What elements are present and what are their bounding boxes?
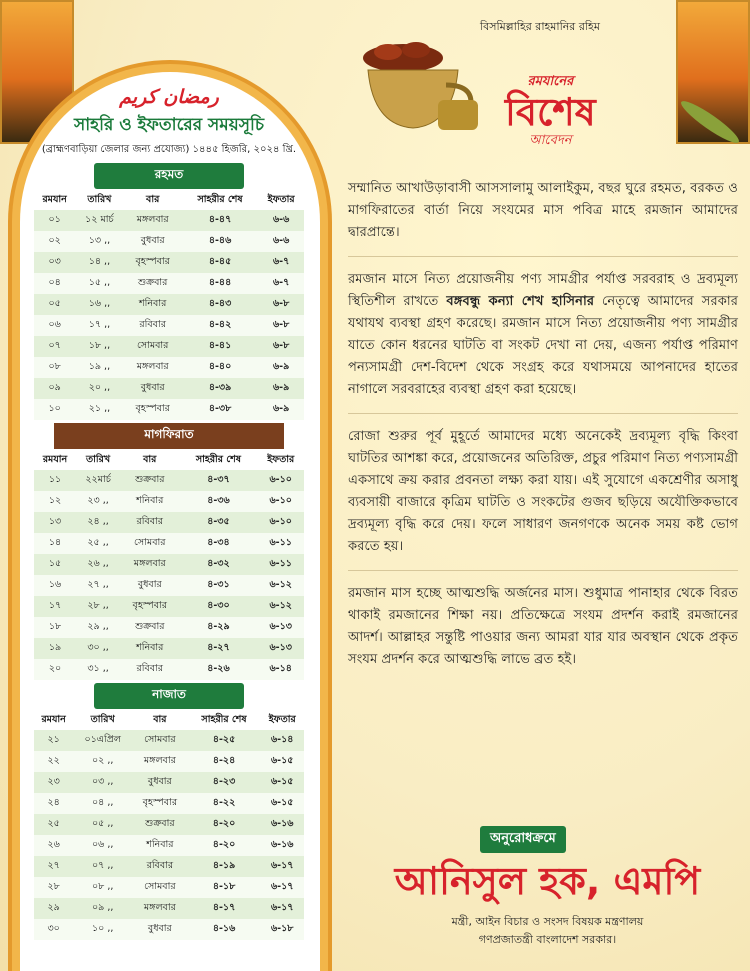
table-cell: ৬-১৮ bbox=[260, 919, 304, 940]
table-cell: রবিবার bbox=[120, 659, 179, 680]
table-cell: ২৭ ,, bbox=[76, 575, 120, 596]
table-cell: সোমবার bbox=[132, 877, 188, 898]
table-row bbox=[34, 315, 304, 336]
table-cell: ৬-৬ bbox=[258, 231, 304, 252]
table-cell: শুক্রবার bbox=[120, 470, 179, 491]
section-heading: নাজাত bbox=[94, 683, 244, 709]
table-cell: ১৪ bbox=[34, 533, 76, 554]
table-row bbox=[34, 659, 304, 680]
table-cell: ০৫ ,, bbox=[73, 814, 132, 835]
table-cell: ৬-৮ bbox=[258, 315, 304, 336]
table-cell: ২০ bbox=[34, 659, 76, 680]
schedule-subtitle: (ব্রাহ্মণবাড়িয়া জেলার জন্য প্রযোজ্য) ১৪৪৫ হিজরি, ২০২৪ খ্রি. bbox=[41, 144, 297, 155]
table-cell: বৃহস্পবার bbox=[132, 793, 188, 814]
table-cell: ৬-১২ bbox=[257, 575, 304, 596]
column-header: বার bbox=[143, 454, 157, 465]
table-cell: ০১এপ্রিল bbox=[73, 730, 132, 751]
table-cell: শনিবার bbox=[132, 835, 188, 856]
table-cell: সোমবার bbox=[124, 336, 182, 357]
table-cell: ০৭ bbox=[34, 336, 75, 357]
table-cell: ৬-১১ bbox=[257, 533, 304, 554]
table-row bbox=[34, 638, 304, 659]
table-cell: ২৩ ,, bbox=[76, 491, 120, 512]
table-cell: ৬-১৫ bbox=[260, 772, 304, 793]
table-row bbox=[34, 575, 304, 596]
table-cell: ৪-২৩ bbox=[188, 772, 261, 793]
table-cell: ৪-২৪ bbox=[188, 751, 261, 772]
table-row bbox=[34, 399, 304, 420]
table-cell: ৬-১০ bbox=[257, 470, 304, 491]
table-cell: ১৯ ,, bbox=[75, 357, 123, 378]
logo-line-2: বিশেষ bbox=[505, 90, 596, 134]
table-cell: ৪-৩৪ bbox=[179, 533, 257, 554]
table-cell: ৬-৬ bbox=[258, 210, 304, 231]
table-cell: ০৪ ,, bbox=[73, 793, 132, 814]
table-cell: ৪-৪২ bbox=[182, 315, 258, 336]
table-cell: ৬-৮ bbox=[258, 294, 304, 315]
table-cell: ৬-১৭ bbox=[260, 856, 304, 877]
table-cell: ২৯ bbox=[34, 898, 73, 919]
table-row bbox=[34, 491, 304, 512]
table-cell: ৬-৭ bbox=[258, 252, 304, 273]
column-header: তারিখ bbox=[87, 194, 112, 205]
table-cell: ৬-৭ bbox=[258, 273, 304, 294]
schedule-table bbox=[34, 191, 304, 420]
table-cell: ৬-৯ bbox=[258, 378, 304, 399]
table-cell: ২৫ bbox=[34, 814, 73, 835]
table-cell: ৪-৪৬ bbox=[182, 231, 258, 252]
letter-paragraph bbox=[348, 269, 738, 401]
table-row bbox=[34, 856, 304, 877]
table-cell: ৩১ ,, bbox=[76, 659, 120, 680]
table-row bbox=[34, 835, 304, 856]
table-cell: ৬-১২ bbox=[257, 596, 304, 617]
table-cell: ০৬ bbox=[34, 315, 75, 336]
table-cell: মঙ্গলবার bbox=[124, 357, 182, 378]
table-cell: শনিবার bbox=[124, 294, 182, 315]
table-cell: ০৯ bbox=[34, 378, 75, 399]
table-cell: ৪-২৭ bbox=[179, 638, 257, 659]
table-cell: বৃহস্পবার bbox=[124, 399, 182, 420]
letter-emphasis: বঙ্গবন্ধু কন্যা শেখ হাসিনার bbox=[446, 294, 595, 309]
table-row bbox=[34, 730, 304, 751]
table-row bbox=[34, 919, 304, 940]
table-cell: ২১ bbox=[34, 730, 73, 751]
table-row bbox=[34, 617, 304, 638]
table-cell: ০৩ bbox=[34, 252, 75, 273]
table-cell: ৬-১৩ bbox=[257, 617, 304, 638]
table-row bbox=[34, 252, 304, 273]
table-cell: ১৬ bbox=[34, 575, 76, 596]
table-cell: শনিবার bbox=[120, 638, 179, 659]
table-row bbox=[34, 814, 304, 835]
special-appeal-logo bbox=[505, 72, 596, 152]
table-cell: ৬-৯ bbox=[258, 399, 304, 420]
table-cell: ৪-৩৯ bbox=[182, 378, 258, 399]
column-header: রমযান bbox=[41, 714, 66, 725]
table-cell: ২৬ bbox=[34, 835, 73, 856]
table-cell: ১০ bbox=[34, 399, 75, 420]
letter-paragraph: রমজান মাস হচ্ছে আত্মশুদ্ধি অর্জনের মাস। শুধুমাত্র পানাহার থেকে বিরত থাকাই রমজানের শিক্ষা নয়। প্রতিক্ষেত্রে সংযম প্রদর্শন করাই রমজানের আদর্শ। আল্লাহর সন্তুষ্টি পাওয়ার জন্য আমরা যার যার অবস্থান থেকে প্রকৃত সংযম প্রদর্শন করে আত্মশুদ্ধি লাভে ব্রত হই। bbox=[348, 586, 738, 667]
table-cell: ২১ ,, bbox=[75, 399, 123, 420]
table-cell: শুক্রবার bbox=[132, 814, 188, 835]
logo-line-3: আবেদন bbox=[529, 133, 572, 148]
table-cell: রবিবার bbox=[124, 315, 182, 336]
schedule-title: সাহরি ও ইফতারের সময়সূচি bbox=[73, 115, 264, 135]
table-cell: ০১ bbox=[34, 210, 75, 231]
table-cell: মঙ্গলবার bbox=[124, 210, 182, 231]
table-cell: ১২ মার্চ bbox=[75, 210, 123, 231]
table-cell: ১১ bbox=[34, 470, 76, 491]
table-cell: ০৬ ,, bbox=[73, 835, 132, 856]
column-header: বার bbox=[153, 714, 167, 725]
table-cell: বৃহস্পবার bbox=[124, 252, 182, 273]
table-row bbox=[34, 596, 304, 617]
table-cell: ১৭ bbox=[34, 596, 76, 617]
column-header: ইফতার bbox=[267, 454, 295, 465]
table-cell: ১৫ bbox=[34, 554, 76, 575]
table-cell: ২০ ,, bbox=[75, 378, 123, 399]
table-row bbox=[34, 357, 304, 378]
table-cell: ৪-৪৩ bbox=[182, 294, 258, 315]
table-cell: বুধবার bbox=[132, 919, 188, 940]
column-header: বার bbox=[146, 194, 160, 205]
table-cell: ৪-২২ bbox=[188, 793, 261, 814]
column-header: সাহরীর শেষ bbox=[201, 714, 247, 725]
table-cell: ০২ bbox=[34, 231, 75, 252]
schedule-table bbox=[34, 451, 304, 680]
divider bbox=[348, 256, 738, 257]
column-header: সাহরীর শেষ bbox=[195, 454, 242, 465]
letter-paragraph: সম্মানিত আখাউড়াবাসী আসসালামু আলাইকুম, বছর ঘুরে রহমত, বরকত ও মাগফিরাতের বার্তা নিয়ে সংযমের মাস পবিত্র মাহে রমজান আমাদের দ্বারপ্রান্তে। bbox=[348, 181, 738, 240]
table-cell: ১৯ bbox=[34, 638, 76, 659]
ramadan-kareem-text: رمضان كريم bbox=[119, 86, 219, 108]
column-header: রমযান bbox=[42, 454, 68, 465]
column-header: রমযান bbox=[42, 194, 67, 205]
table-cell: ৪-৩০ bbox=[179, 596, 257, 617]
table-row bbox=[34, 336, 304, 357]
table-cell: ২৯ ,, bbox=[76, 617, 120, 638]
table-cell: ৬-১৭ bbox=[260, 877, 304, 898]
table-row bbox=[34, 273, 304, 294]
table-cell: ১৮ bbox=[34, 617, 76, 638]
column-header: সাহরীর শেষ bbox=[197, 194, 243, 205]
table-cell: ৪-৪৫ bbox=[182, 252, 258, 273]
table-cell: বুধবার bbox=[124, 231, 182, 252]
table-cell: ৬-১৭ bbox=[260, 898, 304, 919]
table-cell: ৬-১৩ bbox=[257, 638, 304, 659]
table-cell: ৪-২৯ bbox=[179, 617, 257, 638]
logo-line-1: রমযানের bbox=[527, 74, 574, 89]
table-cell: বৃহস্পবার bbox=[120, 596, 179, 617]
letter-paragraph: রোজা শুরুর পূর্ব মুহূর্তে আমাদের মধ্যে অনেকেই দ্রব্যমূল্য বৃদ্ধি কিংবা ঘাটতির আশঙ্কা করে, প্রয়োজনের অতিরিক্ত, প্রচুর পরিমাণ নিত্য পণ্যসামগ্রী একসাথে ক্রয় করার প্রবনতা লক্ষ্য করা যায়। এই সুযোগে একশ্রেণীর অসাধু ব্যবসায়ী বাজারে কৃত্রিম ঘাটতি ও সংকটের গুজব ছড়িয়ে অযৌক্তিকভাবে দ্রব্যমূল্য বৃদ্ধি করে দেয়। ফলে সাধারণ জনগণকে অনেক সময় কষ্ট ভোগ করতে হয়। bbox=[348, 429, 738, 554]
signatory-designation bbox=[350, 913, 745, 949]
column-header: তারিখ bbox=[90, 714, 115, 725]
table-cell: বুধবার bbox=[132, 772, 188, 793]
table-cell: ২৩ bbox=[34, 772, 73, 793]
request-label: অনুরোধক্রমে bbox=[480, 826, 566, 853]
table-cell: ০৩ ,, bbox=[73, 772, 132, 793]
table-cell: ১৮ ,, bbox=[75, 336, 123, 357]
table-cell: ০৭ ,, bbox=[73, 856, 132, 877]
table-cell: মঙ্গলবার bbox=[120, 554, 179, 575]
table-cell: ১৩ bbox=[34, 512, 76, 533]
schedule-table bbox=[34, 711, 304, 940]
table-cell: ২৫ ,, bbox=[76, 533, 120, 554]
column-header: তারিখ bbox=[86, 454, 111, 465]
table-cell: ৬-১৪ bbox=[260, 730, 304, 751]
table-cell: ৪-৪৭ bbox=[182, 210, 258, 231]
table-cell: ৪-২৫ bbox=[188, 730, 261, 751]
table-cell: ২২ bbox=[34, 751, 73, 772]
table-cell: ১৩ ,, bbox=[75, 231, 123, 252]
table-row bbox=[34, 877, 304, 898]
table-cell: ২৬ ,, bbox=[76, 554, 120, 575]
table-cell: ০২ ,, bbox=[73, 751, 132, 772]
bismillah-text: বিসমিল্লাহির রাহমানির রহিম bbox=[480, 20, 600, 33]
table-cell: শনিবার bbox=[120, 491, 179, 512]
table-cell: ৬-৯ bbox=[258, 357, 304, 378]
schedule-panel bbox=[34, 62, 304, 940]
table-cell: ৪-৪১ bbox=[182, 336, 258, 357]
column-header: ইফতার bbox=[267, 194, 295, 205]
schedule-tables bbox=[34, 163, 304, 940]
table-cell: সোমবার bbox=[120, 533, 179, 554]
table-cell: ১৬ ,, bbox=[75, 294, 123, 315]
table-cell: ৬-১৪ bbox=[257, 659, 304, 680]
table-row bbox=[34, 512, 304, 533]
table-cell: ৪-৩৭ bbox=[179, 470, 257, 491]
table-cell: ৪-১৮ bbox=[188, 877, 261, 898]
appeal-letter bbox=[348, 178, 738, 683]
table-row bbox=[34, 772, 304, 793]
table-row bbox=[34, 554, 304, 575]
letter-text: নেতৃত্বে আমাদের সরকার যথাযথ ব্যবস্থা গ্রহণ করেছে। রমজান মাসে নিত্য প্রয়োজনীয় পণ্য সামগ্রীর যাতে কোন ধরনের ঘাটতি বা সংকট দেখা না দেয়, এজন্য পর্যাপ্ত পরিমাণ পন্যসামগ্রী দেশ-বিদেশ থেকে সংগ্রহ করে যথাসময়ে আপনাদের হাতের নাগালে সরবরাহের ব্যবস্থা গ্রহণ করা হয়েছে। bbox=[348, 294, 739, 397]
table-row bbox=[34, 378, 304, 399]
table-cell: ৪-২০ bbox=[188, 814, 261, 835]
table-cell: ৪-২৬ bbox=[179, 659, 257, 680]
table-row bbox=[34, 898, 304, 919]
table-cell: ৪-৩১ bbox=[179, 575, 257, 596]
column-header: ইফতার bbox=[268, 714, 296, 725]
table-cell: ৪-৩৮ bbox=[182, 399, 258, 420]
table-cell: ৬-৮ bbox=[258, 336, 304, 357]
table-cell: ২৭ bbox=[34, 856, 73, 877]
table-cell: ০৮ ,, bbox=[73, 877, 132, 898]
table-cell: ১৪ ,, bbox=[75, 252, 123, 273]
table-row bbox=[34, 793, 304, 814]
table-cell: ১২ bbox=[34, 491, 76, 512]
table-cell: ৪-৩৬ bbox=[179, 491, 257, 512]
table-cell: ৬-১৫ bbox=[260, 793, 304, 814]
table-cell: ৬-১০ bbox=[257, 491, 304, 512]
table-row bbox=[34, 751, 304, 772]
table-cell: ৬-১১ bbox=[257, 554, 304, 575]
table-row bbox=[34, 533, 304, 554]
table-cell: ১০ ,, bbox=[73, 919, 132, 940]
table-cell: ৪-৪৪ bbox=[182, 273, 258, 294]
table-cell: ২২মার্চ bbox=[76, 470, 120, 491]
table-cell: ৪-১৯ bbox=[188, 856, 261, 877]
table-cell: ০৯ ,, bbox=[73, 898, 132, 919]
table-cell: ৪-৩২ bbox=[179, 554, 257, 575]
table-cell: বুধবার bbox=[124, 378, 182, 399]
table-cell: ১৭ ,, bbox=[75, 315, 123, 336]
table-cell: ৪-১৭ bbox=[188, 898, 261, 919]
table-cell: ২৮ bbox=[34, 877, 73, 898]
divider bbox=[348, 413, 738, 414]
section-heading: মাগফিরাত bbox=[54, 423, 284, 449]
letter-text: রমজান মাসে নিত্য প্রয়োজনীয় পণ্য সামগ্রীর পর্যাপ্ত সরবরাহ ও দ্রব্যমূল্য স্থিতিশীল রাখতে bbox=[348, 272, 738, 309]
table-cell: মঙ্গলবার bbox=[132, 751, 188, 772]
signatory-name: আনিসুল হক, এমপি bbox=[394, 859, 701, 903]
table-cell: বুধবার bbox=[120, 575, 179, 596]
table-cell: ৬-১৫ bbox=[260, 751, 304, 772]
table-cell: ৬-১৬ bbox=[260, 835, 304, 856]
table-cell: ০৫ bbox=[34, 294, 75, 315]
table-row bbox=[34, 294, 304, 315]
table-cell: সোমবার bbox=[132, 730, 188, 751]
designation-line-2: গণপ্রজাতন্ত্রী বাংলাদেশ সরকার। bbox=[478, 933, 617, 946]
table-cell: ১৫ ,, bbox=[75, 273, 123, 294]
table-cell: ২৪ bbox=[34, 793, 73, 814]
table-row bbox=[34, 231, 304, 252]
table-cell: ৬-১০ bbox=[257, 512, 304, 533]
designation-line-1: মন্ত্রী, আইন বিচার ও সংসদ বিষয়ক মন্ত্রণালয় bbox=[451, 915, 644, 928]
dates-cup-image bbox=[358, 30, 478, 140]
table-cell: ৩০ ,, bbox=[76, 638, 120, 659]
table-cell: ০৪ bbox=[34, 273, 75, 294]
table-cell: রবিবার bbox=[132, 856, 188, 877]
table-cell: ২৪ ,, bbox=[76, 512, 120, 533]
table-cell: ৪-৪০ bbox=[182, 357, 258, 378]
table-row bbox=[34, 210, 304, 231]
divider bbox=[348, 570, 738, 571]
table-cell: ৬-১৬ bbox=[260, 814, 304, 835]
table-cell: ৪-১৬ bbox=[188, 919, 261, 940]
table-cell: শুক্রবার bbox=[124, 273, 182, 294]
table-cell: ২৮ ,, bbox=[76, 596, 120, 617]
table-cell: মঙ্গলবার bbox=[132, 898, 188, 919]
table-cell: রবিবার bbox=[120, 512, 179, 533]
table-cell: ৪-৩৫ bbox=[179, 512, 257, 533]
table-cell: ০৮ bbox=[34, 357, 75, 378]
table-cell: ৩০ bbox=[34, 919, 73, 940]
table-row bbox=[34, 470, 304, 491]
table-cell: শুক্রবার bbox=[120, 617, 179, 638]
section-heading: রহমত bbox=[94, 163, 244, 189]
table-cell: ৪-২০ bbox=[188, 835, 261, 856]
